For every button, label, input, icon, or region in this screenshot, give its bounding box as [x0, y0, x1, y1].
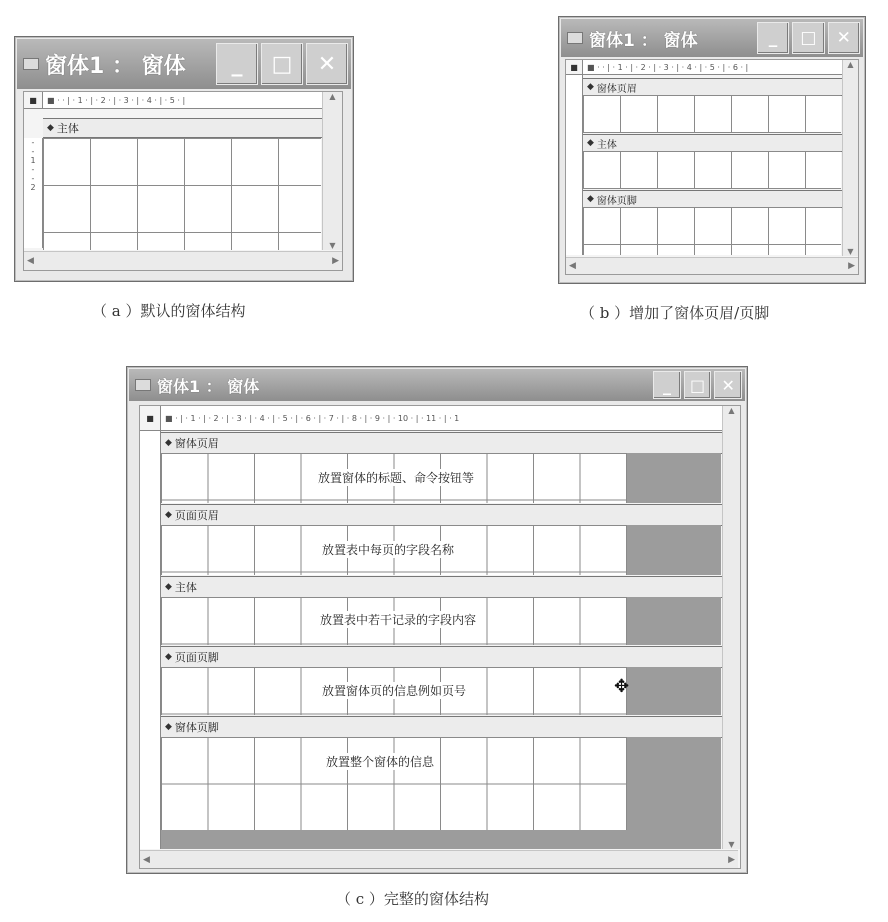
scroll-down-icon[interactable]: ▼ — [728, 840, 735, 849]
scroll-down-icon[interactable]: ▼ — [847, 247, 854, 256]
form-icon — [135, 379, 151, 391]
section-note-detail: 放置表中若干记录的字段内容 — [320, 613, 477, 627]
vertical-scrollbar[interactable] — [722, 406, 740, 849]
window-b-title: 窗体1 ： 窗体 — [589, 30, 698, 51]
ruler-corner[interactable]: ■ — [140, 406, 161, 431]
section-bar-form-footer[interactable]: ◆ 窗体页脚 — [583, 190, 845, 208]
close-button[interactable]: ✕ — [828, 22, 860, 54]
window-a — [14, 36, 354, 282]
window-c — [126, 366, 748, 874]
window-c-titlebar[interactable] — [129, 369, 745, 401]
unused-area — [627, 597, 721, 645]
close-button[interactable]: ✕ — [306, 43, 348, 85]
window-a-title: 窗体1 ： 窗体 — [45, 53, 186, 79]
resize-cursor-icon: ✥ — [614, 676, 630, 697]
horizontal-scrollbar[interactable] — [566, 257, 858, 274]
vertical-ruler[interactable] — [566, 75, 583, 255]
unused-area — [627, 525, 721, 575]
section-bar-form-footer[interactable]: ◆ 窗体页脚 — [161, 716, 725, 738]
section-bar-form-header[interactable]: ◆ 窗体页眉 — [583, 78, 845, 96]
vertical-scrollbar[interactable] — [322, 92, 342, 250]
section-arrow-icon: ◆ — [165, 438, 172, 448]
section-bar-page-footer[interactable]: ◆ 页面页脚 — [161, 646, 725, 668]
close-button[interactable]: ✕ — [714, 371, 742, 399]
minimize-button[interactable]: _ — [216, 43, 258, 85]
window-c-title: 窗体1 ： 窗体 — [157, 376, 260, 396]
scroll-left-icon[interactable]: ◀ — [569, 261, 576, 271]
window-c-client — [139, 405, 741, 869]
form-icon — [23, 58, 39, 70]
section-arrow-icon: ◆ — [587, 194, 594, 204]
scroll-right-icon[interactable]: ▶ — [728, 854, 735, 865]
scroll-left-icon[interactable]: ◀ — [143, 854, 150, 865]
section-note-page-footer: 放置窗体页的信息例如页号 — [322, 684, 467, 698]
scroll-up-icon[interactable]: ▲ — [728, 406, 735, 415]
vertical-scrollbar[interactable] — [842, 60, 858, 256]
scroll-down-icon[interactable]: ▼ — [329, 241, 336, 250]
section-bar-page-header[interactable]: ◆ 页面页眉 — [161, 504, 725, 526]
unused-area — [627, 453, 721, 503]
section-bar-detail[interactable]: ◆ 主体 — [161, 576, 725, 598]
unused-area — [627, 667, 721, 715]
window-a-client — [23, 91, 343, 271]
section-bar-detail[interactable]: ◆ 主体 — [43, 118, 325, 138]
design-grid-form-header[interactable] — [583, 95, 841, 133]
vertical-ruler[interactable]: - - 1 - - 2 — [24, 138, 43, 248]
scroll-up-icon[interactable]: ▲ — [847, 60, 854, 69]
section-arrow-icon: ◆ — [587, 82, 594, 92]
design-grid[interactable] — [43, 138, 321, 250]
section-note-page-header: 放置表中每页的字段名称 — [322, 543, 455, 557]
section-arrow-icon: ◆ — [165, 582, 172, 592]
vertical-ruler[interactable] — [140, 431, 161, 849]
scroll-right-icon[interactable]: ▶ — [332, 256, 339, 266]
maximize-button[interactable]: □ — [684, 371, 712, 399]
window-b-titlebar[interactable] — [561, 19, 863, 57]
horizontal-scrollbar[interactable] — [24, 251, 342, 270]
scroll-up-icon[interactable]: ▲ — [329, 92, 336, 101]
section-arrow-icon: ◆ — [165, 510, 172, 520]
section-bar-form-header[interactable]: ◆ 窗体页眉 — [161, 432, 725, 454]
window-a-titlebar[interactable] — [17, 39, 351, 89]
section-note-form-footer: 放置整个窗体的信息 — [326, 755, 435, 769]
section-arrow-icon: ◆ — [165, 722, 172, 732]
window-b — [558, 16, 866, 284]
section-arrow-icon: ◆ — [47, 123, 54, 133]
ruler-corner[interactable]: ■ — [24, 92, 43, 109]
section-note-form-header: 放置窗体的标题、命令按钮等 — [318, 471, 475, 485]
scroll-left-icon[interactable]: ◀ — [27, 256, 34, 266]
form-icon — [567, 32, 583, 44]
scroll-right-icon[interactable]: ▶ — [848, 261, 855, 271]
section-arrow-icon: ◆ — [587, 138, 594, 148]
design-grid-form-footer[interactable] — [583, 207, 841, 255]
horizontal-ruler[interactable]: ■ · · | · 1 · | · 2 · | · 3 · | · 4 · | · 5 · | · 6 · | — [583, 60, 845, 75]
horizontal-scrollbar[interactable] — [140, 850, 738, 868]
caption-b: （ b ）增加了窗体页眉/页脚 — [580, 304, 770, 322]
horizontal-ruler[interactable]: ■ · · | · 1 · | · 2 · | · 3 · | · 4 · | · 5 · | — [43, 92, 325, 109]
window-b-client — [565, 59, 859, 275]
section-bar-detail[interactable]: ◆ 主体 — [583, 134, 845, 152]
unused-area-bottom — [161, 830, 721, 849]
ruler-corner[interactable]: ■ — [566, 60, 583, 75]
design-grid-detail[interactable] — [583, 151, 841, 189]
caption-c: （ c ）完整的窗体结构 — [336, 890, 489, 908]
maximize-button[interactable]: □ — [792, 22, 824, 54]
caption-a: （ a ）默认的窗体结构 — [92, 302, 246, 320]
horizontal-ruler[interactable]: ■ · | · 1 · | · 2 · | · 3 · | · 4 · | · 5 · | · 6 · | · 7 · | · 8 · | · 9 · | · 10 · | · 11 · | · 1 — [161, 406, 725, 431]
section-arrow-icon: ◆ — [165, 652, 172, 662]
maximize-button[interactable]: □ — [261, 43, 303, 85]
minimize-button[interactable]: _ — [757, 22, 789, 54]
minimize-button[interactable]: _ — [653, 371, 681, 399]
